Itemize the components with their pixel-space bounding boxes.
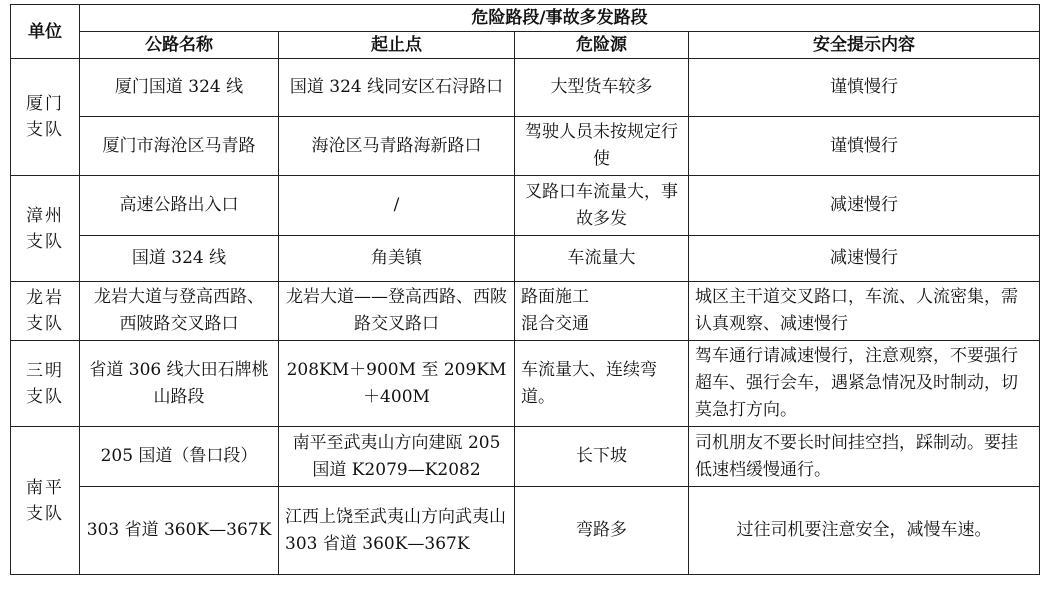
header-group-title: 危险路段/事故多发路段	[80, 5, 1040, 32]
road-name-cell: 厦门市海沧区马青路	[80, 117, 279, 176]
unit-cell-xiamen: 厦门 支队	[11, 59, 80, 176]
header-road-name: 公路名称	[80, 32, 279, 59]
hazard-cell: 车流量大	[515, 236, 689, 282]
start-end-cell: 龙岩大道——登高西路、西陂路交叉路口	[279, 282, 515, 341]
start-end-cell: /	[279, 176, 515, 236]
table-row	[11, 117, 1040, 176]
road-name-cell: 国道 324 线	[80, 236, 279, 282]
hazard-cell: 大型货车较多	[515, 59, 689, 117]
unit-cell-longyan: 龙岩 支队	[11, 282, 80, 341]
road-name-cell: 303 省道 360K—367K	[80, 487, 279, 575]
start-end-cell: 南平至武夷山方向建瓯 205 国道 K2079—K2082	[279, 427, 515, 487]
start-end-cell: 国道 324 线同安区石浔路口	[279, 59, 515, 117]
table-row	[11, 59, 1040, 117]
road-name-cell: 厦门国道 324 线	[80, 59, 279, 117]
unit-cell-zhangzhou: 漳州 支队	[11, 176, 80, 282]
unit-cell-sanming: 三明 支队	[11, 341, 80, 427]
hazard-cell: 长下坡	[515, 427, 689, 487]
hazard-cell: 路面施工 混合交通	[515, 282, 689, 341]
tip-cell: 司机朋友不要长时间挂空挡，踩制动。要挂低速档缓慢通行。	[689, 427, 1040, 487]
start-end-cell: 208KM＋900M 至 209KM＋400M	[279, 341, 515, 427]
header-safety-tip: 安全提示内容	[689, 32, 1040, 59]
table-row	[11, 341, 1040, 427]
tip-cell: 减速慢行	[689, 236, 1040, 282]
table-row	[11, 236, 1040, 282]
tip-cell: 过往司机要注意安全，减慢车速。	[689, 487, 1040, 575]
tip-cell: 驾车通行请减速慢行，注意观察，不要强行超车、强行会车，遇紧急情况及时制动，切莫急打方向。	[689, 341, 1040, 427]
start-end-cell: 角美镇	[279, 236, 515, 282]
start-end-cell: 海沧区马青路海新路口	[279, 117, 515, 176]
road-name-cell: 205 国道（鲁口段）	[80, 427, 279, 487]
tip-cell: 谨慎慢行	[689, 117, 1040, 176]
road-name-cell: 高速公路出入口	[80, 176, 279, 236]
tip-cell: 谨慎慢行	[689, 59, 1040, 117]
start-end-cell: 江西上饶至武夷山方向武夷山 303 省道 360K—367K	[279, 487, 515, 575]
header-row-2	[11, 32, 1040, 59]
tip-cell: 减速慢行	[689, 176, 1040, 236]
document-page	[10, 4, 1040, 575]
header-unit: 单位	[11, 5, 80, 59]
unit-cell-nanping: 南平 支队	[11, 427, 80, 575]
road-name-cell: 省道 306 线大田石牌桃山路段	[80, 341, 279, 427]
table-row	[11, 487, 1040, 575]
header-start-end: 起止点	[279, 32, 515, 59]
table-row	[11, 427, 1040, 487]
hazard-cell: 驾驶人员未按规定行使	[515, 117, 689, 176]
hazard-cell: 叉路口车流量大，事故多发	[515, 176, 689, 236]
tip-cell: 城区主干道交叉路口，车流、人流密集，需认真观察、减速慢行	[689, 282, 1040, 341]
header-row-1	[11, 5, 1040, 32]
hazard-cell: 车流量大、连续弯道。	[515, 341, 689, 427]
road-name-cell: 龙岩大道与登高西路、西陂路交叉路口	[80, 282, 279, 341]
hazard-road-table	[10, 4, 1040, 575]
hazard-cell: 弯路多	[515, 487, 689, 575]
table-row	[11, 176, 1040, 236]
header-hazard-source: 危险源	[515, 32, 689, 59]
table-row	[11, 282, 1040, 341]
